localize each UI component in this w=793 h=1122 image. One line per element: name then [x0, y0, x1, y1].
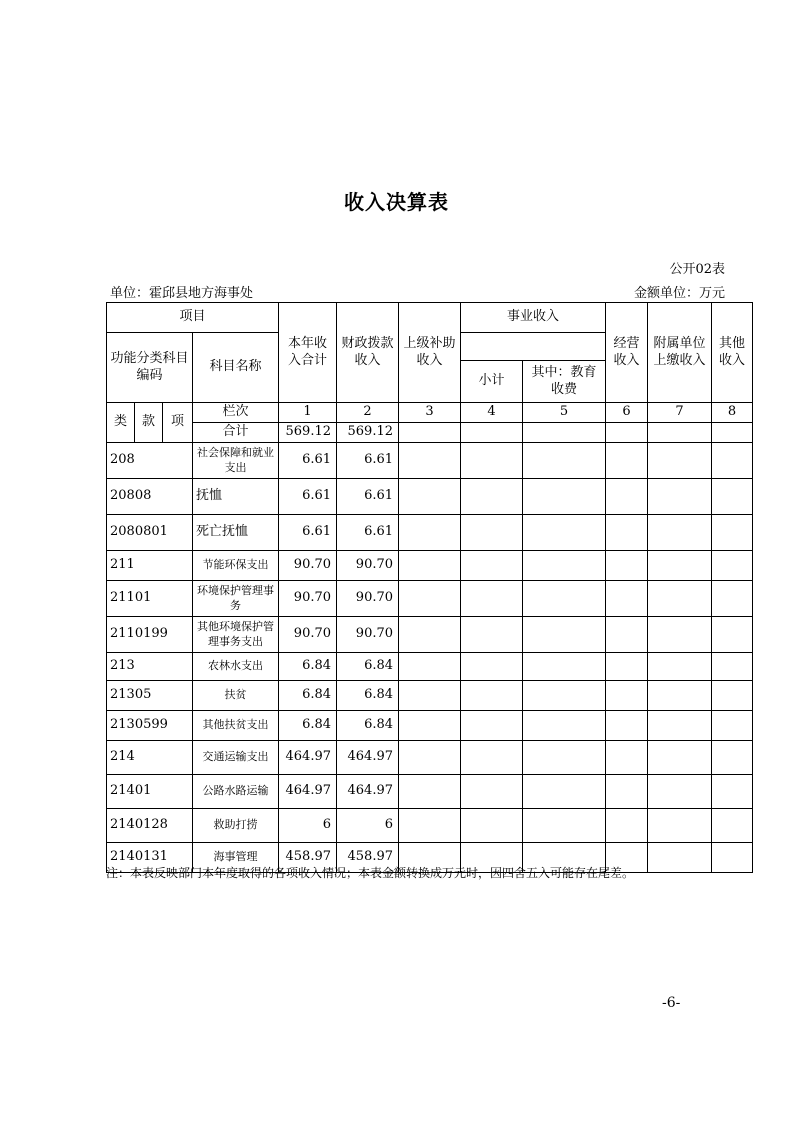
row-name: 节能环保支出: [193, 551, 279, 581]
empty-cell: [648, 681, 712, 711]
row-name: 农林水支出: [193, 653, 279, 681]
row-name: 死亡抚恤: [193, 515, 279, 551]
income-table: [106, 302, 753, 873]
row-code: 2140128: [107, 809, 193, 843]
row-code: 2140131: [107, 843, 193, 873]
col-num: 8: [712, 403, 753, 423]
header-total: 本年收入合计: [279, 303, 337, 403]
empty-cell: [399, 775, 461, 809]
empty-cell: [648, 581, 712, 617]
empty-cell: [523, 617, 606, 653]
row-total: 458.97: [279, 843, 337, 873]
row-fiscal: 6.84: [337, 653, 399, 681]
row-name: 环境保护管理事务: [193, 581, 279, 617]
table-row: [107, 443, 753, 479]
empty-cell: [523, 581, 606, 617]
header-superior: 上级补助收入: [399, 303, 461, 403]
empty-cell: [648, 551, 712, 581]
empty-cell: [648, 653, 712, 681]
row-code: 208: [107, 443, 193, 479]
row-code: 211: [107, 551, 193, 581]
row-name: 扶贫: [193, 681, 279, 711]
row-fiscal: 464.97: [337, 775, 399, 809]
empty-cell: [399, 681, 461, 711]
col-num: 4: [461, 403, 523, 423]
empty-cell: [606, 653, 648, 681]
empty-cell: [399, 479, 461, 515]
empty-cell: [712, 681, 753, 711]
empty-cell: [523, 653, 606, 681]
header-lei: 类: [107, 403, 135, 443]
table-row: [107, 711, 753, 741]
row-fiscal: 6.61: [337, 479, 399, 515]
empty-cell: [461, 515, 523, 551]
empty-cell: [648, 741, 712, 775]
row-code: 2130599: [107, 711, 193, 741]
header-career-spacer: [461, 333, 606, 361]
row-code: 21101: [107, 581, 193, 617]
header-kuan: 款: [135, 403, 163, 443]
empty-cell: [399, 551, 461, 581]
unit-label: 单位：霍邱县地方海事处: [110, 286, 254, 301]
page-number: -6-: [662, 995, 681, 1011]
empty-cell: [648, 515, 712, 551]
row-name: 社会保障和就业支出: [193, 443, 279, 479]
header-fiscal: 财政拨款收入: [337, 303, 399, 403]
row-fiscal: 90.70: [337, 581, 399, 617]
header-other: 其他收入: [712, 303, 753, 403]
empty-cell: [606, 681, 648, 711]
row-name: 交通运输支出: [193, 741, 279, 775]
empty-cell: [523, 681, 606, 711]
table-row: [107, 775, 753, 809]
row-total: 464.97: [279, 741, 337, 775]
empty-cell: [648, 809, 712, 843]
empty-cell: [712, 809, 753, 843]
empty-cell: [606, 479, 648, 515]
header-subtotal: 小计: [461, 361, 523, 403]
table-row: [107, 479, 753, 515]
empty-cell: [399, 711, 461, 741]
col-num: 5: [523, 403, 606, 423]
empty-cell: [399, 581, 461, 617]
empty-cell: [461, 681, 523, 711]
empty-cell: [712, 775, 753, 809]
row-total: 6.84: [279, 711, 337, 741]
header-operation: 经营收入: [606, 303, 648, 403]
empty-cell: [399, 741, 461, 775]
empty-cell: [606, 617, 648, 653]
empty-cell: [461, 479, 523, 515]
row-name: 其他扶贫支出: [193, 711, 279, 741]
row-code: 214: [107, 741, 193, 775]
empty-cell: [523, 515, 606, 551]
header-project: 项目: [107, 303, 279, 333]
empty-cell: [461, 653, 523, 681]
header-edu: 其中：教育收费: [523, 361, 606, 403]
header-affiliated: 附属单位上缴收入: [648, 303, 712, 403]
footnote: 注：本表反映部门本年度取得的各项收入情况；本表金额转换成万元时，因四舍五入可能存在尾差。: [106, 866, 635, 880]
page-title: 收入决算表: [344, 190, 449, 214]
empty-cell: [461, 775, 523, 809]
row-fiscal: 90.70: [337, 551, 399, 581]
empty-cell: [712, 581, 753, 617]
empty-cell: [461, 581, 523, 617]
empty-cell: [648, 443, 712, 479]
row-code: 20808: [107, 479, 193, 515]
empty-cell: [606, 775, 648, 809]
empty-cell: [461, 741, 523, 775]
empty-cell: [712, 741, 753, 775]
row-total: 6.84: [279, 681, 337, 711]
empty-cell: [712, 653, 753, 681]
empty-cell: [712, 711, 753, 741]
form-number: 公开02表: [669, 262, 725, 277]
row-fiscal: 90.70: [337, 617, 399, 653]
empty-cell: [606, 581, 648, 617]
row-name: 抚恤: [193, 479, 279, 515]
col-num: 2: [337, 403, 399, 423]
empty-cell: [648, 479, 712, 515]
empty-cell: [461, 711, 523, 741]
row-fiscal: 464.97: [337, 741, 399, 775]
empty-cell: [523, 711, 606, 741]
row-code: 21401: [107, 775, 193, 809]
empty-cell: [523, 551, 606, 581]
table-row: [107, 617, 753, 653]
empty-cell: [712, 515, 753, 551]
row-name: 其他环境保护管理事务支出: [193, 617, 279, 653]
empty-cell: [399, 653, 461, 681]
empty-cell: [461, 809, 523, 843]
col-num: 1: [279, 403, 337, 423]
row-total: 90.70: [279, 551, 337, 581]
table-row: [107, 741, 753, 775]
row-total: 90.70: [279, 581, 337, 617]
empty-cell: [399, 515, 461, 551]
empty-cell: [523, 443, 606, 479]
empty-cell: [461, 443, 523, 479]
col-num: 3: [399, 403, 461, 423]
empty-cell: [399, 809, 461, 843]
row-name: 救助打捞: [193, 809, 279, 843]
total-row-fiscal: 569.12: [337, 423, 399, 443]
col-num: 7: [648, 403, 712, 423]
empty-cell: [523, 809, 606, 843]
row-fiscal: 6.61: [337, 515, 399, 551]
header-lanci: 栏次: [193, 403, 279, 423]
row-fiscal: 6: [337, 809, 399, 843]
row-total: 6.61: [279, 443, 337, 479]
header-subject-name: 科目名称: [193, 333, 279, 403]
row-total: 464.97: [279, 775, 337, 809]
row-name: 海事管理: [193, 843, 279, 873]
table-row: [107, 551, 753, 581]
empty-cell: [399, 443, 461, 479]
empty-cell: [461, 551, 523, 581]
empty-cell: [606, 551, 648, 581]
empty-cell: [399, 617, 461, 653]
row-fiscal: 6.84: [337, 681, 399, 711]
empty-cell: [523, 775, 606, 809]
empty-cell: [648, 775, 712, 809]
empty-cell: [648, 711, 712, 741]
row-code: 213: [107, 653, 193, 681]
col-num: 6: [606, 403, 648, 423]
empty-cell: [606, 443, 648, 479]
row-total: 6.61: [279, 479, 337, 515]
row-fiscal: 458.97: [337, 843, 399, 873]
row-total: 6.84: [279, 653, 337, 681]
header-career: 事业收入: [461, 303, 606, 333]
row-total: 6: [279, 809, 337, 843]
row-code: 21305: [107, 681, 193, 711]
row-fiscal: 6.84: [337, 711, 399, 741]
row-code: 2080801: [107, 515, 193, 551]
header-xiang: 项: [163, 403, 193, 443]
empty-cell: [606, 741, 648, 775]
empty-cell: [712, 443, 753, 479]
empty-cell: [712, 479, 753, 515]
table-row: [107, 515, 753, 551]
empty-cell: [712, 843, 753, 873]
total-row-total: 569.12: [279, 423, 337, 443]
empty-cell: [523, 479, 606, 515]
table-row: [107, 581, 753, 617]
table-row: [107, 681, 753, 711]
header-func-code: 功能分类科目编码: [107, 333, 193, 403]
empty-cell: [461, 617, 523, 653]
empty-cell: [606, 809, 648, 843]
empty-cell: [712, 617, 753, 653]
amount-unit-label: 金额单位：万元: [633, 286, 725, 301]
table-row: [107, 653, 753, 681]
row-total: 90.70: [279, 617, 337, 653]
empty-cell: [648, 843, 712, 873]
row-total: 6.61: [279, 515, 337, 551]
empty-cell: [606, 515, 648, 551]
empty-cell: [606, 711, 648, 741]
row-code: 2110199: [107, 617, 193, 653]
empty-cell: [712, 551, 753, 581]
empty-cell: [648, 617, 712, 653]
row-name: 公路水路运输: [193, 775, 279, 809]
empty-cell: [523, 741, 606, 775]
row-fiscal: 6.61: [337, 443, 399, 479]
table-row: [107, 809, 753, 843]
total-row-label: 合计: [193, 423, 279, 443]
